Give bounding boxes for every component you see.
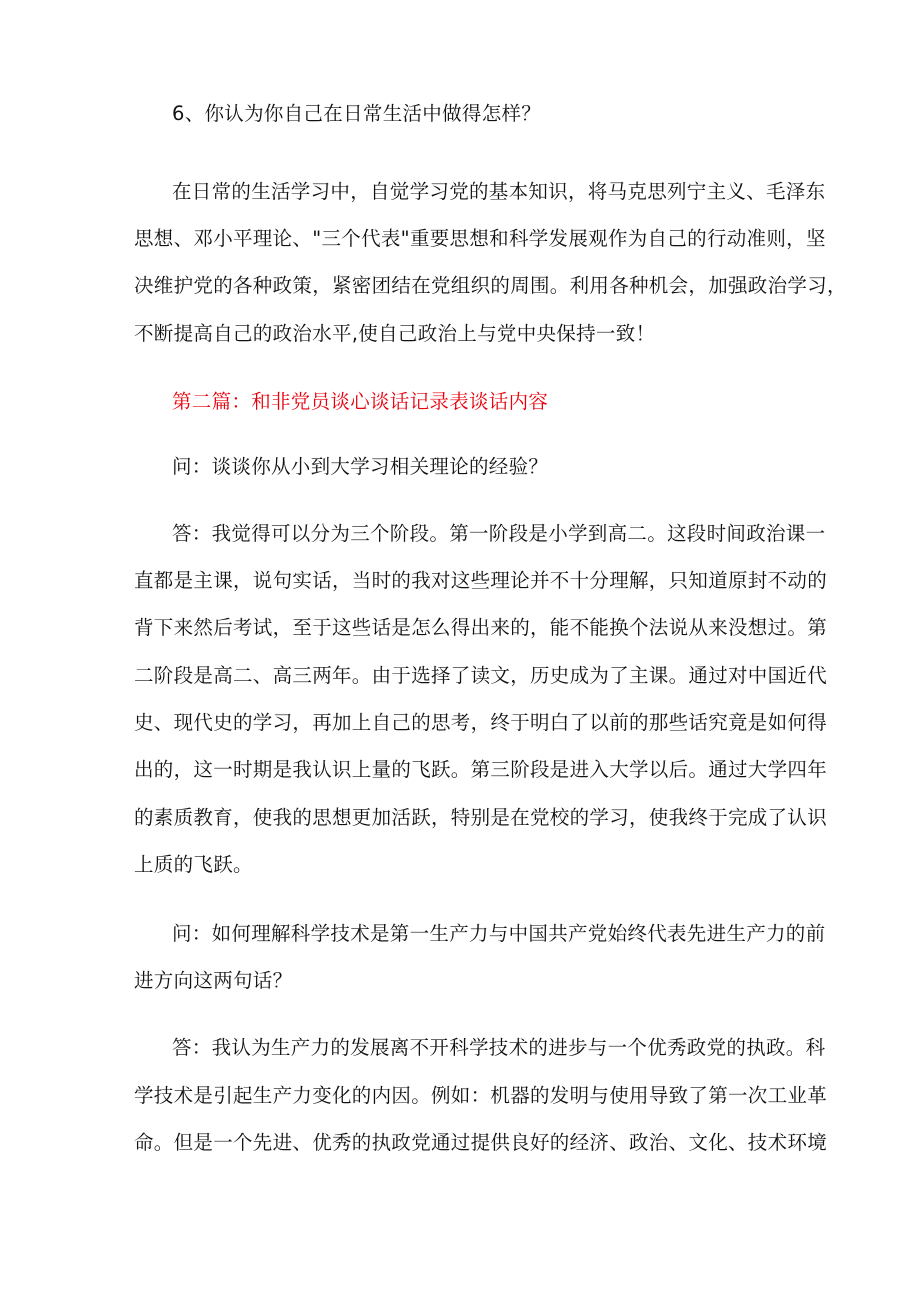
paragraph-line: 思想、邓小平理论、"三个代表"重要思想和科学发展观作为自己的行动准则，坚 [134, 227, 826, 250]
question-line: 进方向这两句话？ [134, 969, 293, 992]
question-6-title: 6、你认为你自己在日常生活中做得怎样？ [172, 102, 542, 125]
question-line: 问：如何理解科学技术是第一生产力与中国共产党始终代表先进生产力的前 [172, 922, 826, 945]
paragraph-line: 在日常的生活学习中，自觉学习党的基本知识，将马克思列宁主义、毛泽东 [172, 180, 826, 203]
section-heading: 第二篇：和非党员谈心谈话记录表谈话内容 [172, 390, 549, 413]
answer-line: 学技术是引起生产力变化的内因。例如：机器的发明与使用导致了第一次工业革 [134, 1084, 828, 1107]
question-line: 问：谈谈你从小到大学习相关理论的经验？ [172, 455, 549, 478]
answer-line: 的素质教育，使我的思想更加活跃，特别是在党校的学习，使我终于完成了认识 [134, 806, 828, 829]
answer-line: 背下来然后考试，至于这些话是怎么得出来的，能不能换个法说从来没想过。第 [134, 616, 828, 639]
answer-line: 答：我认为生产力的发展离不开科学技术的进步与一个优秀政党的执政。科 [172, 1036, 826, 1059]
answer-line: 上质的飞跃。 [134, 853, 253, 876]
answer-line: 史、现代史的学习，再加上自己的思考，终于明白了以前的那些话究竟是如何得 [134, 711, 828, 734]
answer-line: 命。但是一个先进、优秀的执政党通过提供良好的经济、政治、文化、技术环境 [134, 1131, 828, 1154]
answer-line: 答：我觉得可以分为三个阶段。第一阶段是小学到高二。这段时间政治课一 [172, 522, 826, 545]
paragraph-line: 决维护党的各种政策，紧密团结在党组织的周围。利用各种机会，加强政治学习， [134, 274, 847, 297]
answer-line: 直都是主课，说句实话，当时的我对这些理论并不十分理解，只知道原封不动的 [134, 569, 828, 592]
answer-line: 二阶段是高二、高三两年。由于选择了读文，历史成为了主课。通过对中国近代 [134, 664, 828, 687]
answer-line: 出的，这一时期是我认识上量的飞跃。第三阶段是进入大学以后。通过大学四年 [134, 758, 828, 781]
paragraph-line: 不断提高自己的政治水平,使自己政治上与党中央保持一致！ [134, 322, 656, 345]
